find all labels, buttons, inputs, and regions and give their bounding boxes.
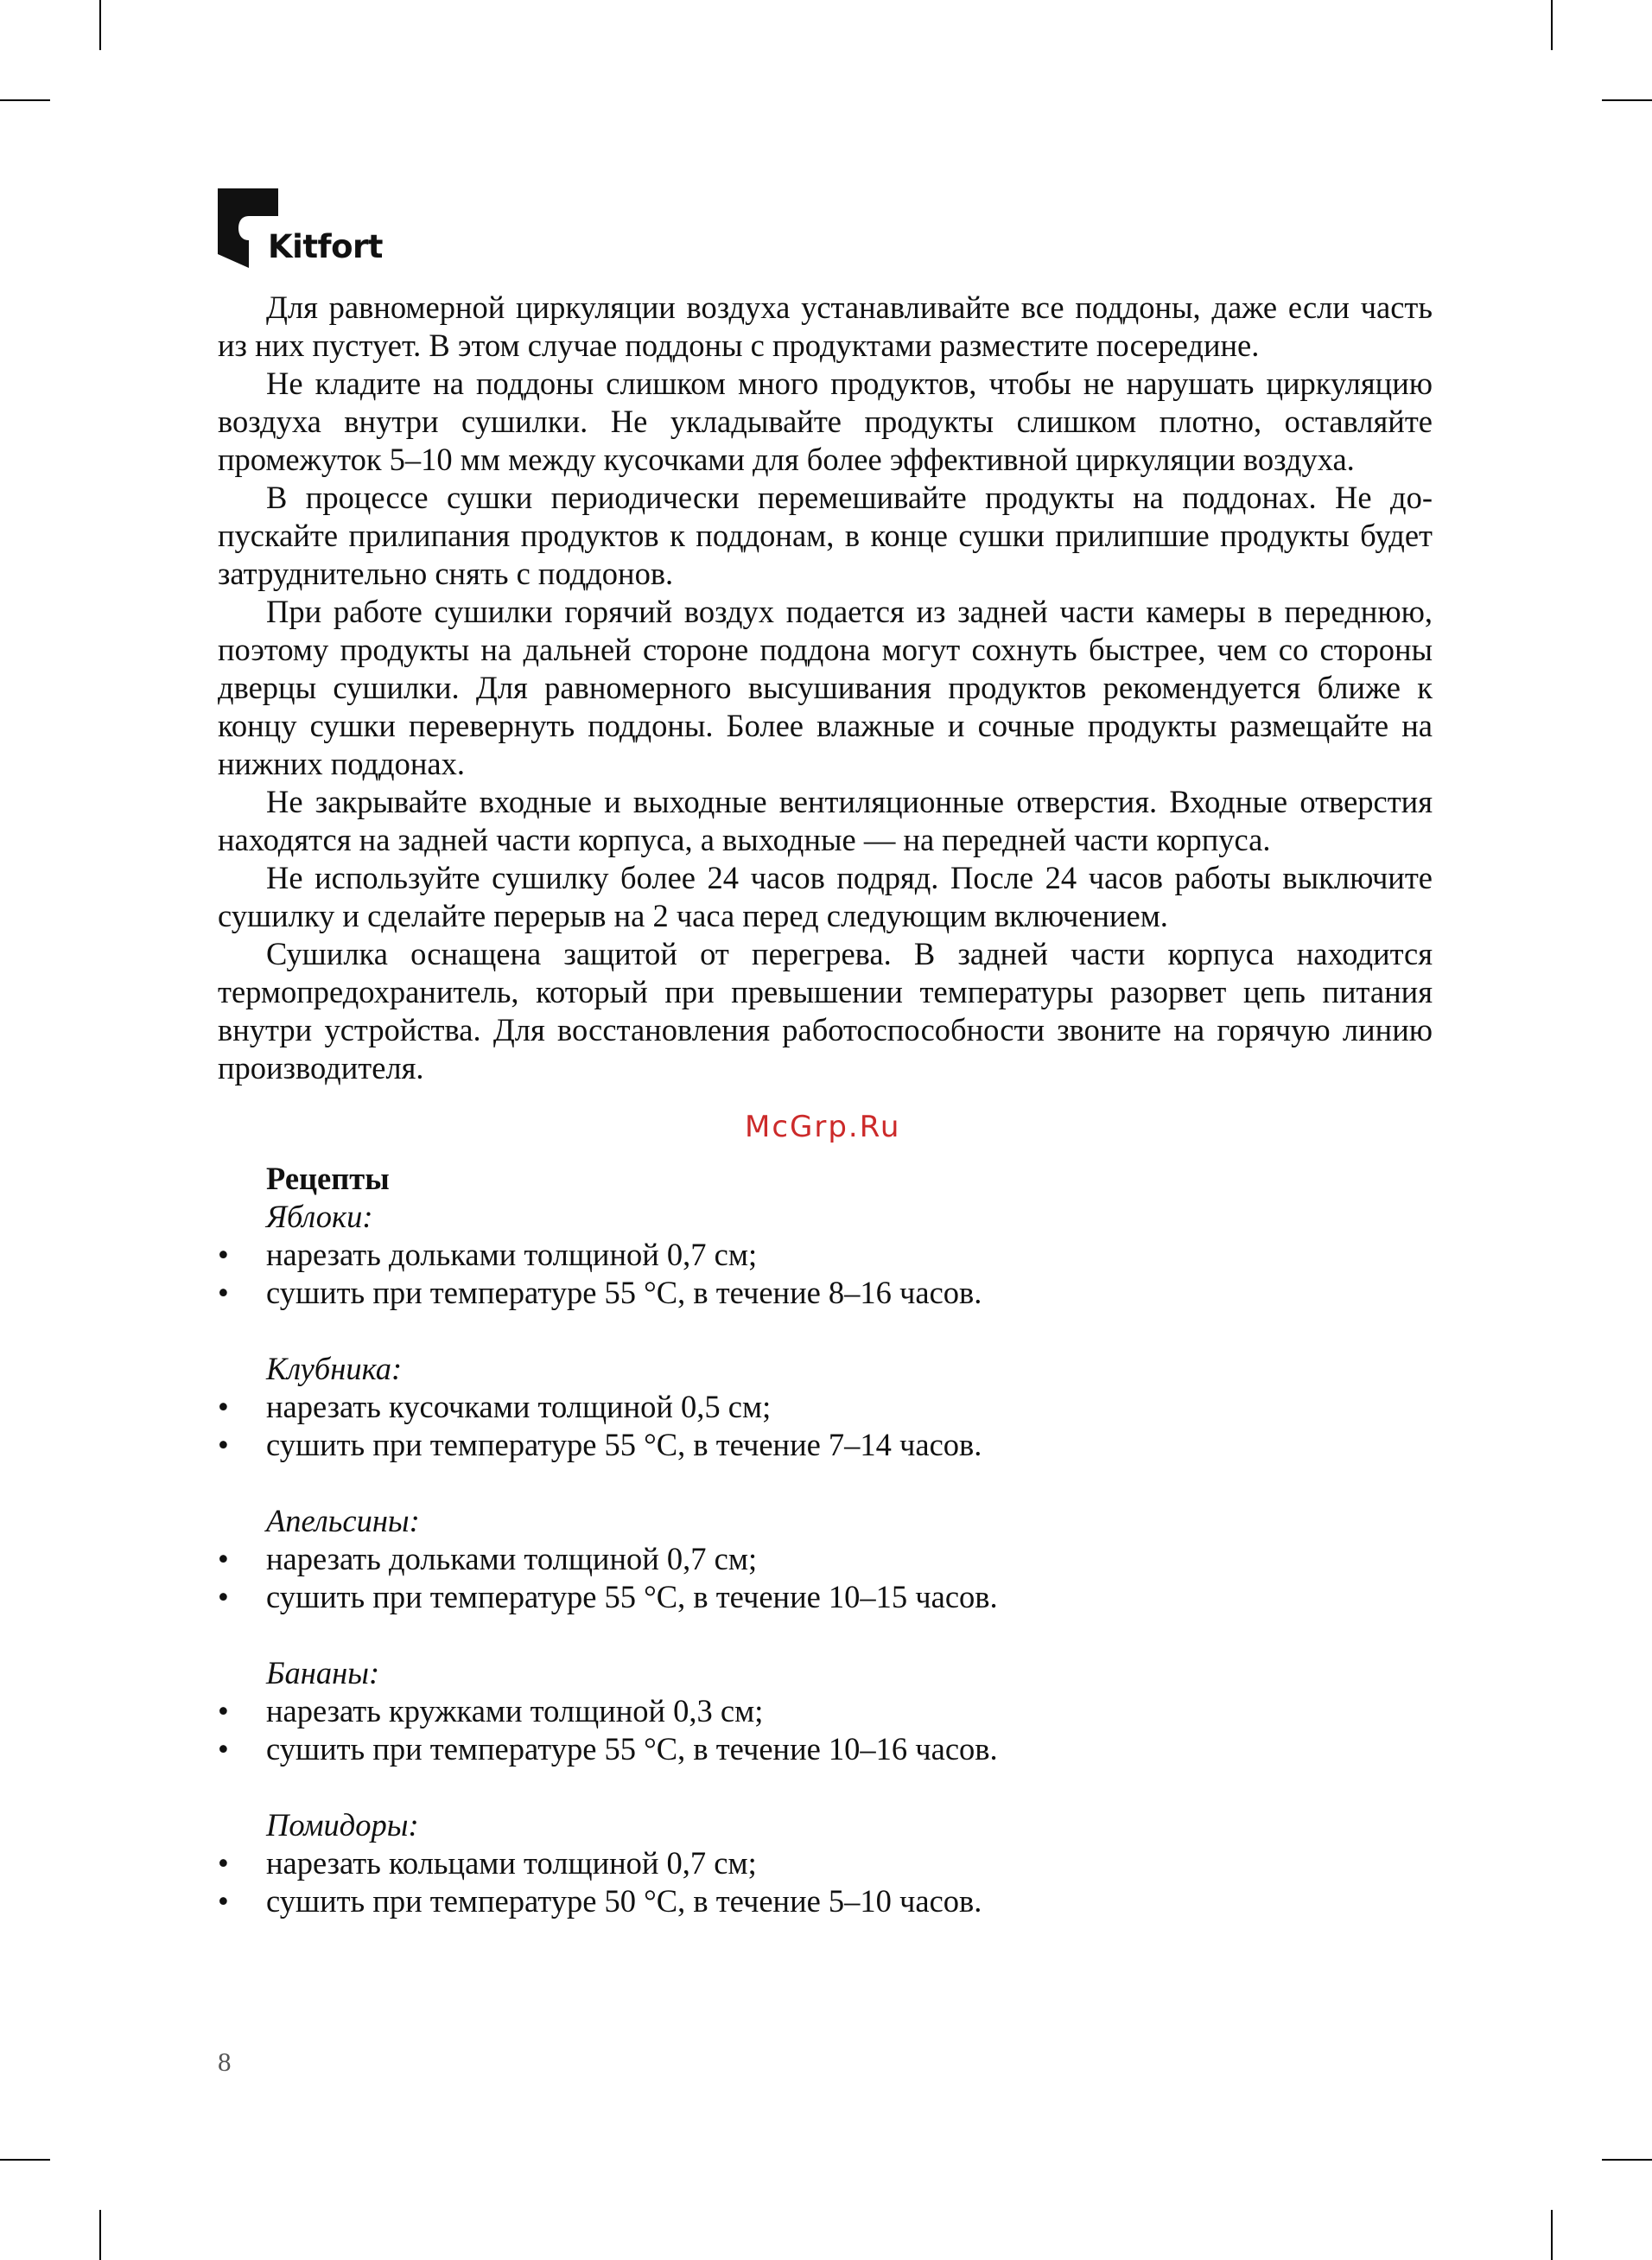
recipe-steps bbox=[218, 1388, 1433, 1464]
bullet: • bbox=[218, 1237, 229, 1272]
bullet: • bbox=[218, 1275, 229, 1310]
recipe-steps bbox=[218, 1844, 1433, 1920]
list-item bbox=[218, 1388, 1433, 1426]
paragraph: Не закрывайте входные и выходные вентиляционные отверстия. Входные отверстия находятся на задней части корпуса, а выходные — на передней части корпуса. bbox=[218, 784, 1433, 857]
paragraph: Не кладите на поддоны слишком много продуктов, чтобы не нарушать циркуляцию воздуха внутри сушилки. Не укладывайте продукты слишком плотно, оставляйте промежуток 5–10 мм между кусочками для более эффективной циркуляции воздуха. bbox=[218, 366, 1433, 477]
list-item bbox=[218, 1730, 1433, 1768]
bullet: • bbox=[218, 1427, 229, 1462]
bullet: • bbox=[218, 1579, 229, 1614]
bullet: • bbox=[218, 1541, 229, 1576]
crop-mark bbox=[0, 99, 50, 101]
step-text: сушить при температуре 55 °C, в течение 8–16 часов. bbox=[266, 1275, 982, 1310]
crop-mark bbox=[99, 2210, 101, 2260]
paragraph: Не используйте сушилку более 24 часов подряд. После 24 часов работы выключите сушилку и сделайте перерыв на 2 часа перед следующим включением. bbox=[218, 860, 1433, 933]
step-text: сушить при температуре 55 °C, в течение 7–14 часов. bbox=[266, 1427, 982, 1462]
recipe-name: Апельсины: bbox=[266, 1503, 420, 1538]
recipe-steps bbox=[218, 1236, 1433, 1312]
recipe bbox=[218, 1806, 1433, 1920]
crop-mark bbox=[1551, 2210, 1553, 2260]
recipe-name: Клубника: bbox=[266, 1351, 403, 1386]
step-text: нарезать кусочками толщиной 0,5 см; bbox=[266, 1389, 772, 1424]
crop-mark bbox=[1602, 99, 1652, 101]
recipe-name: Яблоки: bbox=[266, 1199, 373, 1234]
paragraph: При работе сушилки горячий воздух подается из задней части камеры в переднюю, поэтому продукты на дальней стороне поддона могут сохнуть быстрее, чем со стороны дверцы сушилки. Для равномерного высушивания продуктов рекомендуется ближе к концу сушки перевернуть поддоны. Более влажные и сочные продукты размещайте на нижних поддонах. bbox=[218, 594, 1433, 781]
recipe bbox=[218, 1198, 1433, 1312]
list-item bbox=[218, 1692, 1433, 1730]
step-text: сушить при температуре 55 °C, в течение 10–16 часов. bbox=[266, 1731, 998, 1767]
step-text: нарезать кружками толщиной 0,3 см; bbox=[266, 1693, 764, 1728]
recipe-name: Помидоры: bbox=[266, 1807, 419, 1843]
recipes-section bbox=[218, 1160, 1433, 1958]
section-title: Рецепты bbox=[266, 1161, 390, 1196]
list-item bbox=[218, 1236, 1433, 1274]
list-item bbox=[218, 1578, 1433, 1616]
recipe bbox=[218, 1350, 1433, 1464]
crop-mark bbox=[0, 2159, 50, 2161]
crop-mark bbox=[99, 0, 101, 50]
list-item bbox=[218, 1844, 1433, 1882]
paragraph: Сушилка оснащена защитой от перегрева. В задней части корпуса находится термопредохранитель, который при превышении температуры разорвет цепь питания внутри устройства. Для восстановления работоспособности звоните на горячую линию производителя. bbox=[218, 936, 1433, 1085]
crop-mark bbox=[1551, 0, 1553, 50]
list-item bbox=[218, 1540, 1433, 1578]
watermark: McGrp.Ru bbox=[745, 1110, 901, 1144]
step-text: нарезать кольцами толщиной 0,7 см; bbox=[266, 1845, 757, 1881]
paragraph: Для равномерной циркуляции воздуха устанавливайте все поддоны, даже если часть из них пустует. В этом случае поддоны с продуктами разместите посередине. bbox=[218, 290, 1433, 363]
body-text bbox=[218, 289, 1433, 1087]
recipe bbox=[218, 1654, 1433, 1768]
step-text: сушить при температуре 50 °C, в течение 5–10 часов. bbox=[266, 1883, 982, 1919]
recipe-name: Бананы: bbox=[266, 1655, 380, 1690]
paragraph: В процессе сушки периодически перемешивайте продукты на поддонах. Не допускайте прилипания продуктов к поддонам, в конце сушки прилипшие продукты будет затруднительно снять с поддонов. bbox=[218, 480, 1433, 591]
bullet: • bbox=[218, 1389, 229, 1424]
bullet: • bbox=[218, 1731, 229, 1767]
crop-mark bbox=[1602, 2159, 1652, 2161]
bullet: • bbox=[218, 1845, 229, 1881]
recipe-steps bbox=[218, 1540, 1433, 1616]
bullet: • bbox=[218, 1693, 229, 1728]
page-number: 8 bbox=[218, 2047, 232, 2077]
brand-logo bbox=[218, 188, 425, 268]
list-item bbox=[218, 1426, 1433, 1464]
recipe bbox=[218, 1502, 1433, 1616]
step-text: нарезать дольками толщиной 0,7 см; bbox=[266, 1541, 758, 1576]
bullet: • bbox=[218, 1883, 229, 1919]
step-text: нарезать дольками толщиной 0,7 см; bbox=[266, 1237, 758, 1272]
brand-name: Kitfort bbox=[268, 228, 383, 265]
recipe-steps bbox=[218, 1692, 1433, 1768]
step-text: сушить при температуре 55 °C, в течение 10–15 часов. bbox=[266, 1579, 998, 1614]
list-item bbox=[218, 1274, 1433, 1312]
list-item bbox=[218, 1882, 1433, 1920]
